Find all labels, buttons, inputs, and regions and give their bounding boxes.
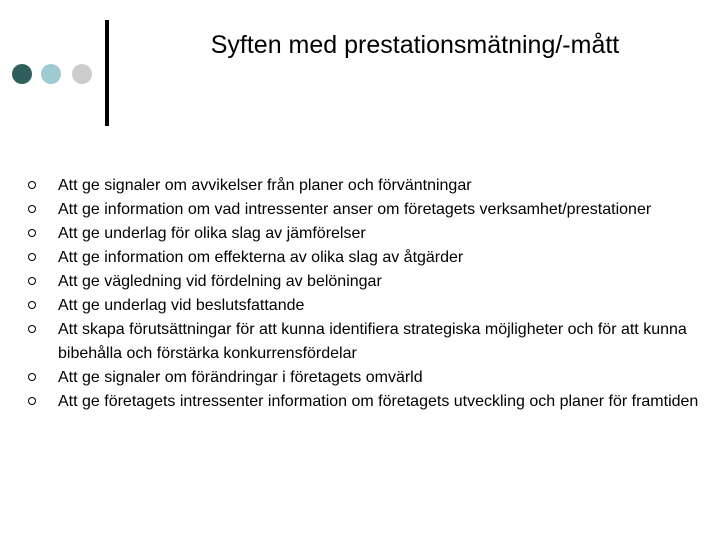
bullet-text: Att ge signaler om avvikelser från planer och förväntningar	[58, 177, 472, 194]
hollow-circle-icon	[28, 325, 36, 333]
bullet-item	[28, 198, 708, 222]
bullet-item	[28, 246, 708, 270]
bullet-item	[28, 270, 708, 294]
vertical-divider	[105, 20, 109, 126]
bullet-item	[28, 294, 708, 318]
hollow-circle-icon	[28, 373, 36, 381]
bullet-text: Att skapa förutsättningar för att kunna identifiera strategiska möjligheter och för att kunna bibehålla och förstärka konkurrensfördelar	[58, 321, 687, 362]
bullet-text: Att ge information om vad intressenter anser om företagets verksamhet/prestationer	[58, 201, 652, 218]
bullet-text: Att ge vägledning vid fördelning av belöningar	[58, 273, 382, 290]
hollow-circle-icon	[28, 397, 36, 405]
hollow-circle-icon	[28, 277, 36, 285]
bullet-item	[28, 366, 708, 390]
light-teal-dot-icon	[41, 64, 61, 84]
hollow-circle-icon	[28, 229, 36, 237]
dark-teal-dot-icon	[12, 64, 32, 84]
bullet-item	[28, 222, 708, 246]
bullet-text: Att ge underlag för olika slag av jämförelser	[58, 225, 366, 242]
bullet-item	[28, 174, 708, 198]
hollow-circle-icon	[28, 253, 36, 261]
bullet-text: Att ge företagets intressenter information om företagets utveckling och planer för framtiden	[58, 393, 699, 410]
hollow-circle-icon	[28, 181, 36, 189]
bullet-item	[28, 390, 708, 414]
hollow-circle-icon	[28, 301, 36, 309]
bullet-text: Att ge information om effekterna av olika slag av åtgärder	[58, 249, 464, 266]
bullet-text: Att ge signaler om förändringar i företagets omvärld	[58, 369, 423, 386]
slide-title: Syften med prestationsmätning/-mått	[210, 31, 620, 59]
bullet-item	[28, 318, 708, 366]
gray-dot-icon	[72, 64, 92, 84]
bullet-text: Att ge underlag vid beslutsfattande	[58, 297, 305, 314]
hollow-circle-icon	[28, 205, 36, 213]
bullet-list	[28, 174, 708, 414]
